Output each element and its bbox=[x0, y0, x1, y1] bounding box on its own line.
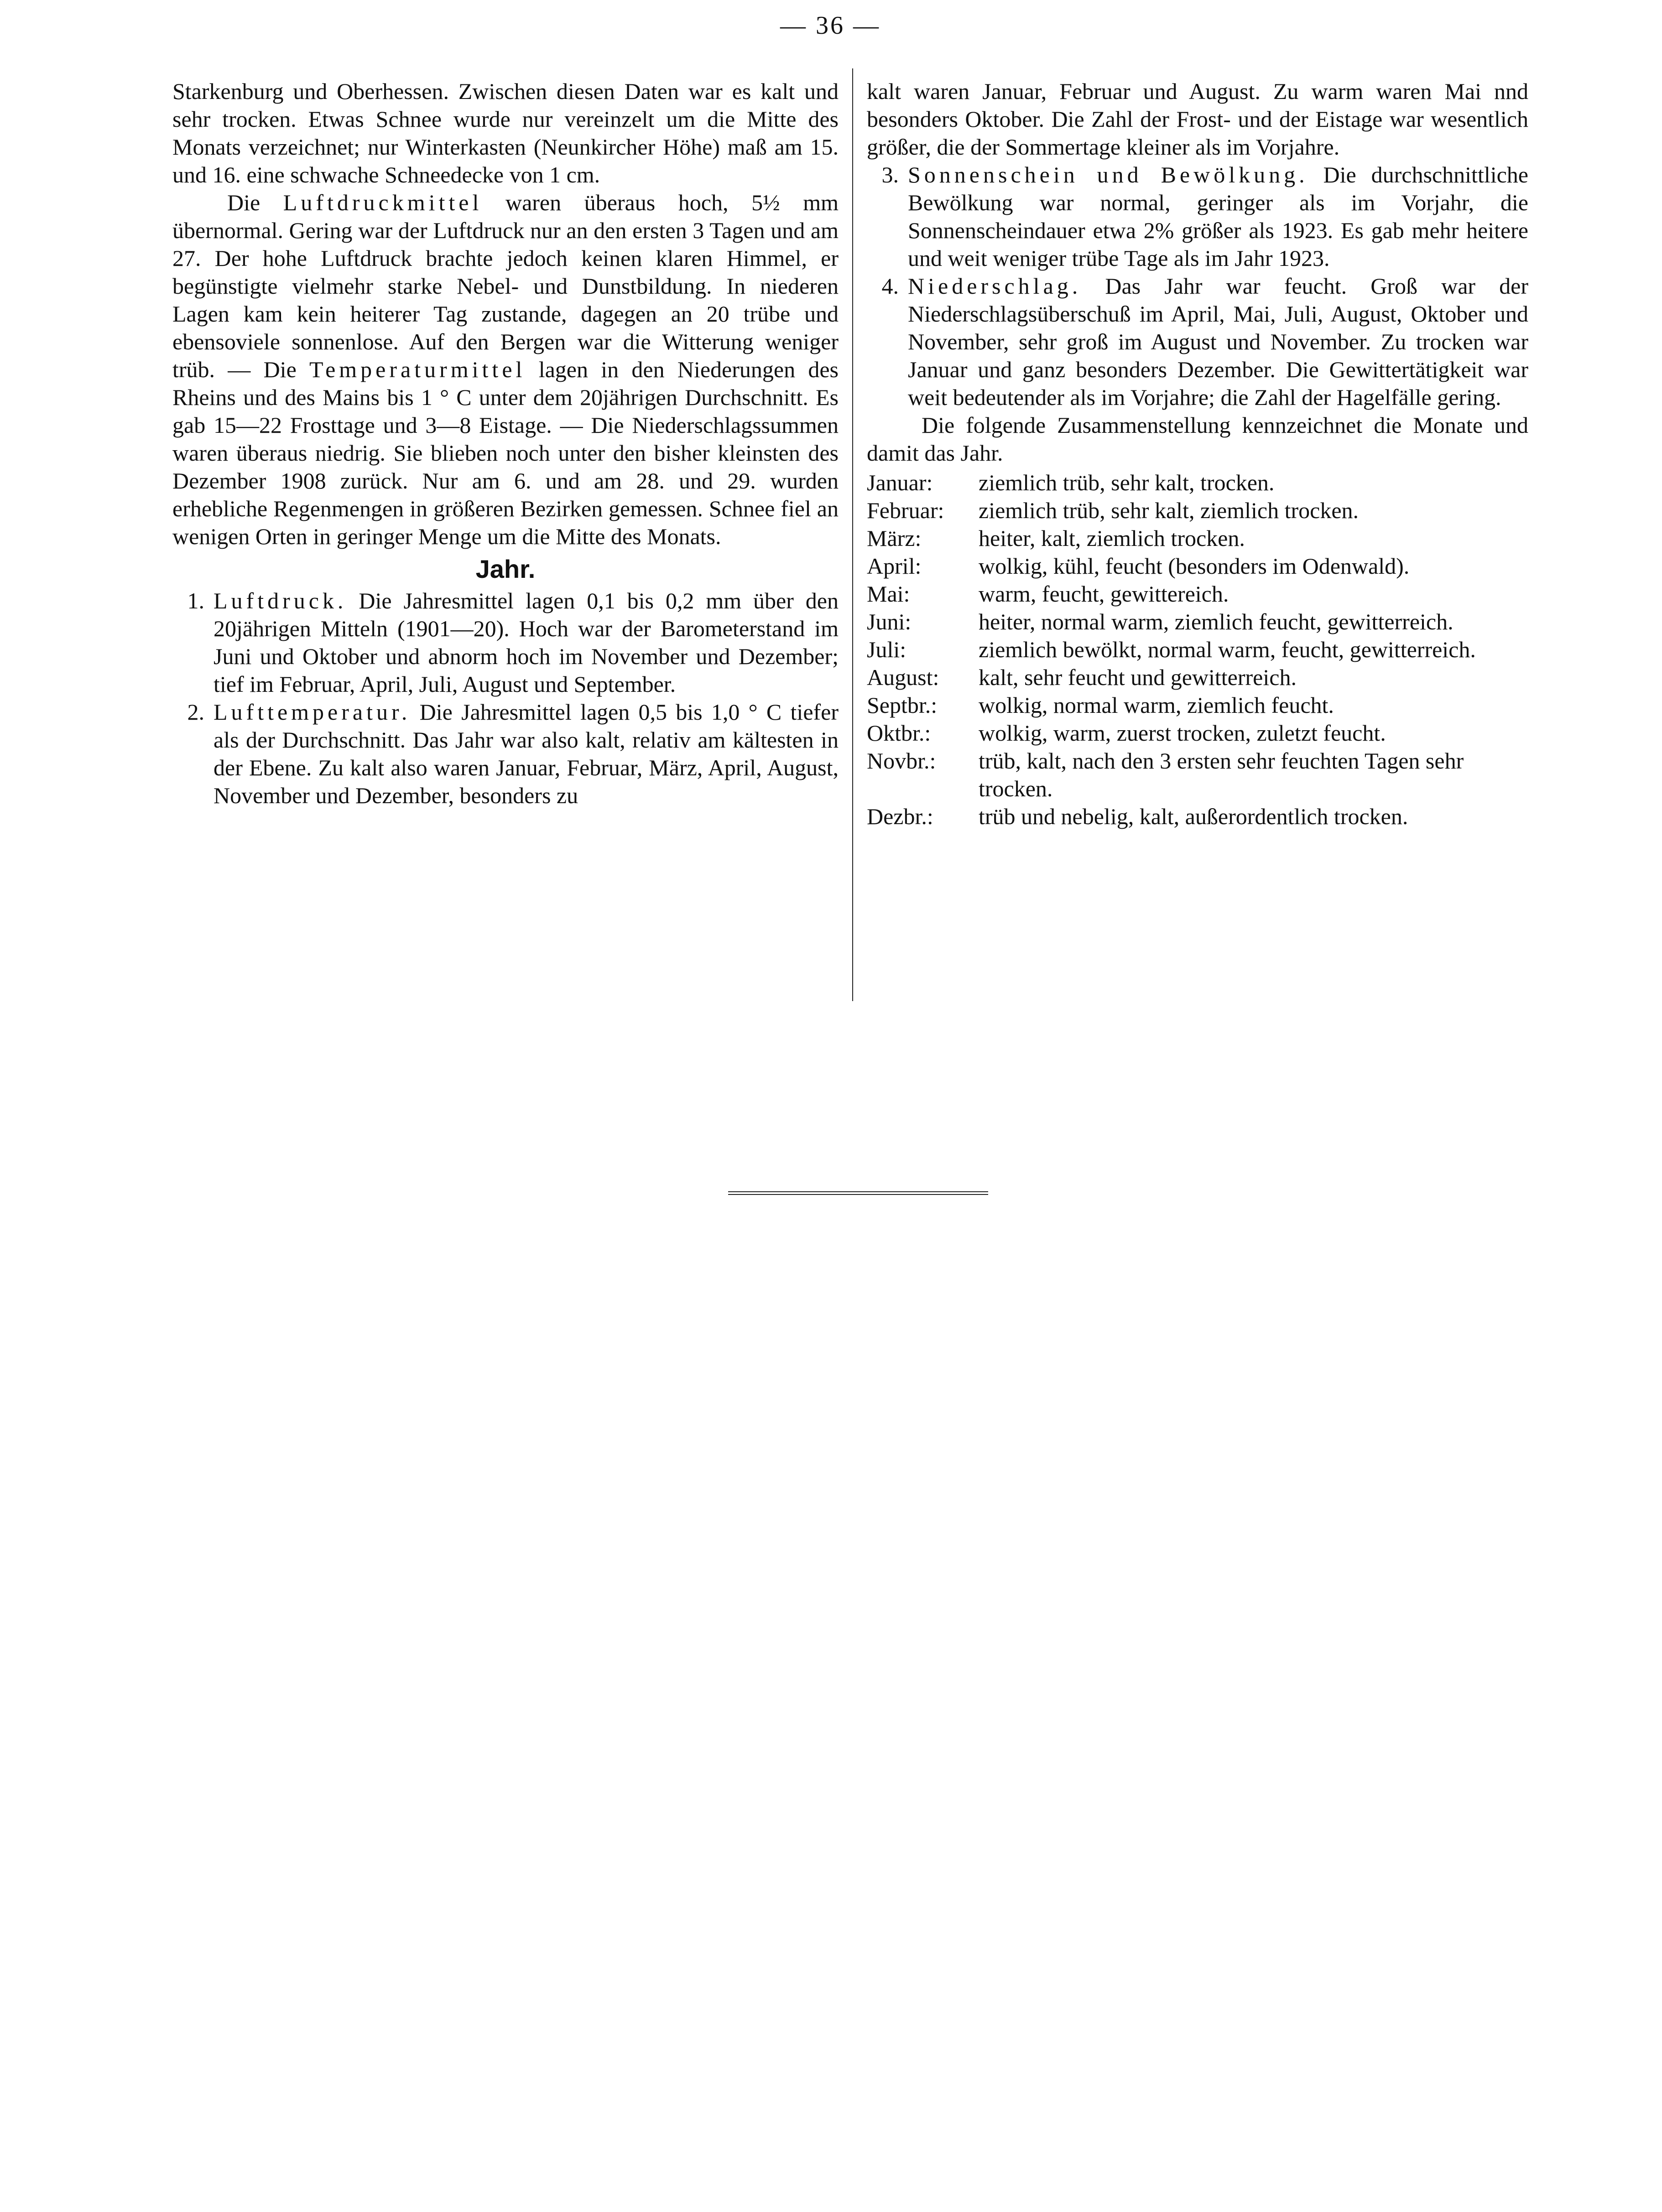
page-number: — 36 — bbox=[780, 11, 880, 40]
month-description: wolkig, kühl, feucht (besonders im Odenwald). bbox=[979, 553, 1410, 579]
month-description: kalt, sehr feucht und gewitterreich. bbox=[979, 665, 1297, 690]
text-body-2: lagen in den Niederungen des Rheins und des Mains bis 1 ° C unter dem 20jährigen Durchschnitt. Es gab 15—22 Frosttage und 3—8 Eistage. — Die Niederschlagssummen waren überaus niedrig. Sie blieben noch unter den bisher kleinsten des Dezember 1908 zurück. Nur am 6. und am 28. und 29. wurden erhebliche Regenmengen in größeren Bezirken gemessen. Schnee fiel an wenigen Orten in geringer Menge um die Mitte des Monats. bbox=[172, 357, 839, 549]
month-row bbox=[867, 524, 1528, 552]
month-name: Novbr.: bbox=[867, 748, 936, 774]
right-column bbox=[867, 78, 1528, 831]
month-description: ziemlich trüb, sehr kalt, trocken. bbox=[979, 470, 1275, 495]
column-divider bbox=[852, 68, 853, 1001]
month-description: wolkig, normal warm, ziemlich feucht. bbox=[979, 692, 1334, 718]
month-name: Dezbr.: bbox=[867, 804, 933, 829]
month-name: August: bbox=[867, 665, 939, 690]
month-row bbox=[867, 608, 1528, 636]
item-number: 3. bbox=[881, 162, 899, 187]
item-text: Das Jahr war feucht. Groß war der Niederschlagsüberschuß im April, Mai, Juli, August, Oktober und November, sehr groß im August und November. Zu trocken war Januar und ganz besonders Dezember. Die Gewittertätigkeit war weit bedeutender als im Vorjahre; die Zahl der Hagelfälle gering. bbox=[908, 273, 1528, 410]
item-number: 1. bbox=[187, 588, 204, 613]
item-term: Luftdruck. bbox=[214, 588, 347, 613]
month-description: trüb und nebelig, kalt, außerordentlich trocken. bbox=[979, 804, 1408, 829]
month-row bbox=[867, 469, 1528, 497]
numbered-list-left bbox=[172, 587, 839, 810]
numbered-list-right bbox=[867, 161, 1528, 411]
month-name: April: bbox=[867, 553, 922, 579]
month-description: ziemlich trüb, sehr kalt, ziemlich trocken. bbox=[979, 498, 1359, 523]
month-row bbox=[867, 747, 1528, 803]
summary-intro: Die folgende Zusammenstellung kennzeichnet die Monate und damit das Jahr. bbox=[867, 412, 1528, 466]
list-item bbox=[867, 161, 1528, 272]
month-row bbox=[867, 580, 1528, 608]
month-row bbox=[867, 636, 1528, 664]
term-temperaturmittel: Temperaturmittel bbox=[309, 357, 526, 382]
paragraph-continuation: Starkenburg und Oberhessen. Zwischen diesen Daten war es kalt und sehr trocken. Etwas Schnee wurde nur vereinzelt um die Mitte des Monats verzeichnet; nur Winterkasten (Neunkircher Höhe) maß am 15. und 16. eine schwache Schneedecke von 1 cm. bbox=[172, 78, 839, 187]
term-luftdruckmittel: Luftdruckmittel bbox=[283, 190, 483, 215]
list-item bbox=[867, 272, 1528, 411]
section-heading-jahr: Jahr. bbox=[475, 555, 536, 583]
item-number: 4. bbox=[881, 273, 899, 299]
text-lead: Die bbox=[227, 190, 283, 215]
item-number: 2. bbox=[187, 699, 204, 725]
month-row bbox=[867, 664, 1528, 691]
paragraph-december-summary bbox=[172, 189, 839, 550]
month-name: Januar: bbox=[867, 470, 933, 495]
item-text: Die Jahresmittel lagen 0,1 bis 0,2 mm über den 20jährigen Mitteln (1901—20). Hoch war der Barometerstand im Juni und Oktober und abnorm hoch im November und Dezember; tief im Februar, April, Juli, August und September. bbox=[214, 588, 839, 697]
month-name: Juli: bbox=[867, 637, 907, 662]
text-body: waren überaus hoch, 5½ mm übernormal. Gering war der Luftdruck nur an den ersten 3 Tagen und am 27. Der hohe Luftdruck brachte jedoch keinen klaren Himmel, er begünstigte vielmehr starke Nebel- und Dunstbildung. In niederen Lagen kam kein heiterer Tag zustande, dagegen an 20 trübe und ebensoviele sonnenlose. Auf den Bergen war die Witterung weniger trüb. — Die bbox=[172, 190, 839, 382]
item-term: Lufttemperatur. bbox=[214, 699, 411, 725]
month-description: heiter, normal warm, ziemlich feucht, gewitterreich. bbox=[979, 609, 1454, 634]
month-name: Oktbr.: bbox=[867, 720, 931, 746]
item-term: Sonnenschein und Bewölkung. bbox=[908, 162, 1308, 187]
month-name: März: bbox=[867, 525, 922, 551]
month-row bbox=[867, 719, 1528, 747]
section-separator-rule bbox=[728, 1191, 988, 1198]
month-description: heiter, kalt, ziemlich trocken. bbox=[979, 525, 1245, 551]
month-row bbox=[867, 552, 1528, 580]
month-description: ziemlich bewölkt, normal warm, feucht, gewitterreich. bbox=[979, 637, 1476, 662]
month-name: Mai: bbox=[867, 581, 910, 607]
month-description: wolkig, warm, zuerst trocken, zuletzt feucht. bbox=[979, 720, 1386, 746]
item-term: Niederschlag. bbox=[908, 273, 1082, 299]
month-summary-table bbox=[867, 469, 1528, 831]
left-column bbox=[172, 78, 839, 810]
list-item bbox=[172, 587, 839, 698]
month-description: warm, feucht, gewittereich. bbox=[979, 581, 1229, 607]
paragraph-continuation-right: kalt waren Januar, Februar und August. Zu warm waren Mai nnd besonders Oktober. Die Zahl der Frost- und der Eistage war wesentlich größer, die der Sommertage kleiner als im Vorjahre. bbox=[867, 78, 1528, 160]
month-name: Februar: bbox=[867, 498, 944, 523]
month-name: Septbr.: bbox=[867, 692, 938, 718]
month-row bbox=[867, 691, 1528, 719]
month-name: Juni: bbox=[867, 609, 912, 634]
month-row bbox=[867, 497, 1528, 524]
month-description: trüb, kalt, nach den 3 ersten sehr feuchten Tagen sehr trocken. bbox=[979, 748, 1464, 801]
month-row bbox=[867, 803, 1528, 831]
item-text: Die Jahresmittel lagen 0,5 bis 1,0 ° C tiefer als der Durchschnitt. Das Jahr war also kalt, relativ am kältesten in der Ebene. Zu kalt also waren Januar, Februar, März, April, August, November und Dezember, besonders zu bbox=[214, 699, 839, 808]
item-text: Die durchschnittliche Bewölkung war normal, geringer als im Vorjahr, die Sonnenscheindauer etwa 2% größer als 1923. Es gab mehr heitere und weit weniger trübe Tage als im Jahr 1923. bbox=[908, 162, 1528, 271]
list-item bbox=[172, 698, 839, 810]
